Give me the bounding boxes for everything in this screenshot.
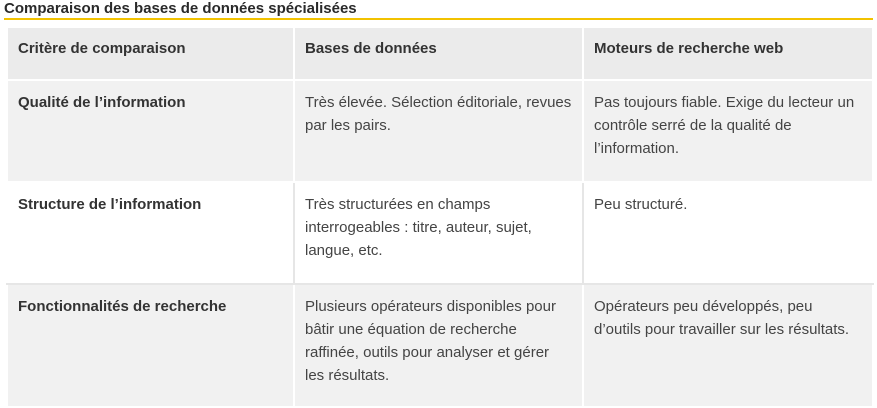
row-databases-cell: Très structurées en champs interrogeables : titre, auteur, sujet, langue, etc.	[294, 182, 583, 284]
table-row	[7, 284, 873, 407]
row-databases-cell: Très élevée. Sélection éditoriale, revues par les pairs.	[294, 80, 583, 182]
table-header-row	[7, 27, 873, 80]
row-criterion: Fonctionnalités de recherche	[7, 284, 294, 407]
row-databases-cell: Plusieurs opérateurs disponibles pour bâtir une équation de recherche raffinée, outils pour analyser et gérer les résultats.	[294, 284, 583, 407]
comparison-table	[6, 26, 874, 408]
table-row	[7, 80, 873, 182]
row-criterion: Qualité de l’information	[7, 80, 294, 182]
table-row	[7, 182, 873, 284]
table-caption: Comparaison des bases de données spécialisées	[4, 0, 873, 20]
header-criterion: Critère de comparaison	[7, 27, 294, 80]
header-databases: Bases de données	[294, 27, 583, 80]
row-web-engines-cell: Opérateurs peu développés, peu d’outils pour travailler sur les résultats.	[583, 284, 873, 407]
header-web-engines: Moteurs de recherche web	[583, 27, 873, 80]
row-web-engines-cell: Pas toujours fiable. Exige du lecteur un contrôle serré de la qualité de l’information.	[583, 80, 873, 182]
row-criterion: Structure de l’information	[7, 182, 294, 284]
row-web-engines-cell: Peu structuré.	[583, 182, 873, 284]
